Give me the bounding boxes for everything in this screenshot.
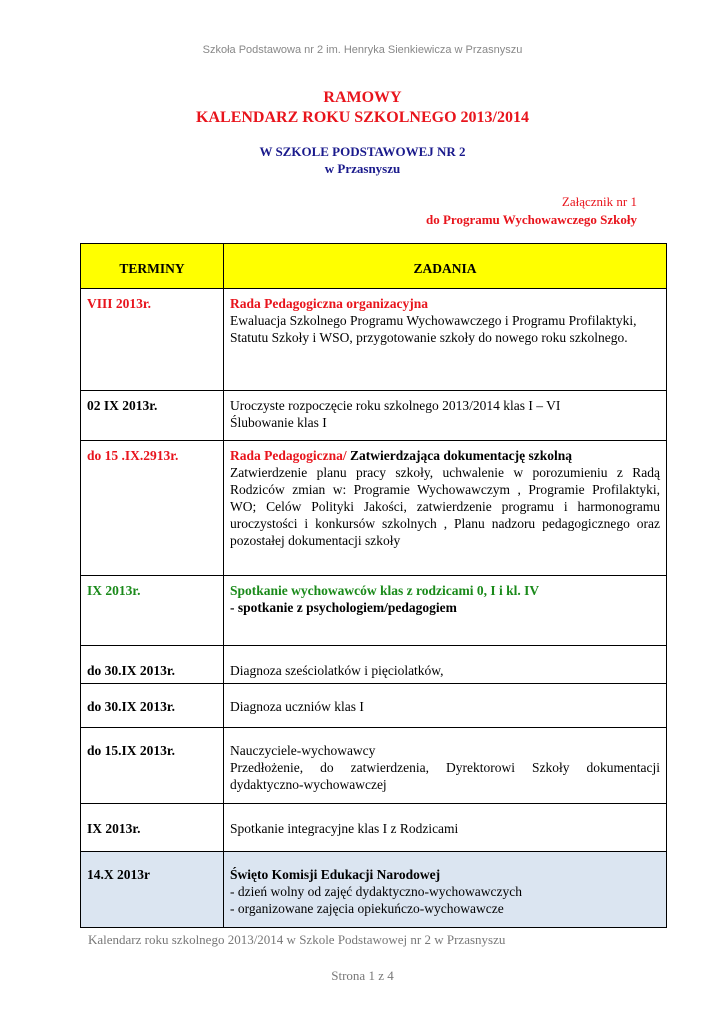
task-line: Nauczyciele-wychowawcy [230,743,376,758]
term-cell: do 15.IX 2013r. [81,728,224,804]
term-cell: VIII 2013r. [81,289,224,391]
task-line: Spotkanie integracyjne klas I z Rodzicami [230,821,459,836]
table-header-row [81,244,667,289]
task-lead: Rada Pedagogiczna organizacyjna [230,296,428,311]
table-row [81,804,667,852]
term-cell: IX 2013r. [81,576,224,646]
annex-line-2: do Programu Wychowawczego Szkoły [426,212,637,227]
subtitle-line-1: W SZKOLE PODSTAWOWEJ NR 2 [259,144,466,159]
term-cell: IX 2013r. [81,804,224,852]
task-line: - organizowane zajęcia opiekuńczo-wychowawcze [230,901,504,916]
task-line: Przedłożenie, do zatwierdzenia, Dyrektorowi Szkoły dokumentacji dydaktyczno-wychowawczej [230,760,660,792]
task-cell [224,441,667,576]
title-line-1: RAMOWY [323,89,402,106]
task-line: Ewaluacja Szkolnego Programu Wychowawczego i Programu Profilaktyki, [230,313,637,328]
schedule-table [80,243,667,928]
task-line: Diagnoza uczniów klas I [230,699,364,714]
annex-note [426,193,637,229]
table-row [81,289,667,391]
task-cell [224,728,667,804]
table-row [81,576,667,646]
table-row [81,852,667,928]
task-cell [224,646,667,684]
term-cell: do 30.IX 2013r. [81,684,224,728]
header-tasks: ZADANIA [224,244,667,289]
table-row [81,646,667,684]
page-number: Strona 1 z 4 [331,968,394,983]
task-lead: Święto Komisji Edukacji Narodowej [230,867,441,882]
task-lead: Spotkanie wychowawców klas z rodzicami 0, I i kl. IV [230,583,540,598]
page-footer: Kalendarz roku szkolnego 2013/2014 w Szkole Podstawowej nr 2 w Przasnyszu [88,932,506,947]
task-line: Statutu Szkoły i WSO, przygotowanie szkoły do nowego roku szkolnego. [230,330,628,345]
header-terms: TERMINY [81,244,224,289]
task-cell [224,391,667,441]
task-lead-red: Rada Pedagogiczna/ [230,448,347,463]
annex-line-1: Załącznik nr 1 [561,194,637,209]
task-sub: - spotkanie z psychologiem/pedagogiem [230,600,457,615]
subtitle-line-2: w Przasnyszu [324,161,401,176]
task-line: Uroczyste rozpoczęcie roku szkolnego 2013/2014 klas I – VI [230,398,561,413]
page-header: Szkoła Podstawowa nr 2 im. Henryka Sienkiewicza w Przasnyszu [202,44,523,56]
table-row [81,441,667,576]
document-subtitle [0,143,725,177]
task-cell [224,804,667,852]
term-cell: do 30.IX 2013r. [81,646,224,684]
table-row [81,391,667,441]
term-cell: 02 IX 2013r. [81,391,224,441]
title-line-2: KALENDARZ ROKU SZKOLNEGO 2013/2014 [196,109,529,126]
task-lead-black: Zatwierdzająca dokumentację szkolną [346,448,572,463]
task-cell [224,576,667,646]
task-cell [224,852,667,928]
task-line: Ślubowanie klas I [230,415,327,430]
task-line: - dzień wolny od zajęć dydaktyczno-wychowawczych [230,884,523,899]
table-row [81,684,667,728]
task-line: Diagnoza sześciolatków i pięciolatków, [230,663,444,678]
term-cell: 14.X 2013r [81,852,224,928]
table-row [81,728,667,804]
task-cell [224,289,667,391]
document-title [0,88,725,128]
task-lead [230,447,660,464]
task-line: Zatwierdzenie planu pracy szkoły, uchwalenie w porozumieniu z Radą Rodziców zmian w: Programie Wychowawczym , Programie Profilaktyki, WO; Celów Polityki Jakości, zatwierdzenie programu i harmonogramu uroczystości i konkursów szkolnych , Planu nadzoru pedagogicznego oraz pozostałej dokumentacji szkoły [230,465,660,548]
task-cell [224,684,667,728]
term-cell: do 15 .IX.2913r. [81,441,224,576]
